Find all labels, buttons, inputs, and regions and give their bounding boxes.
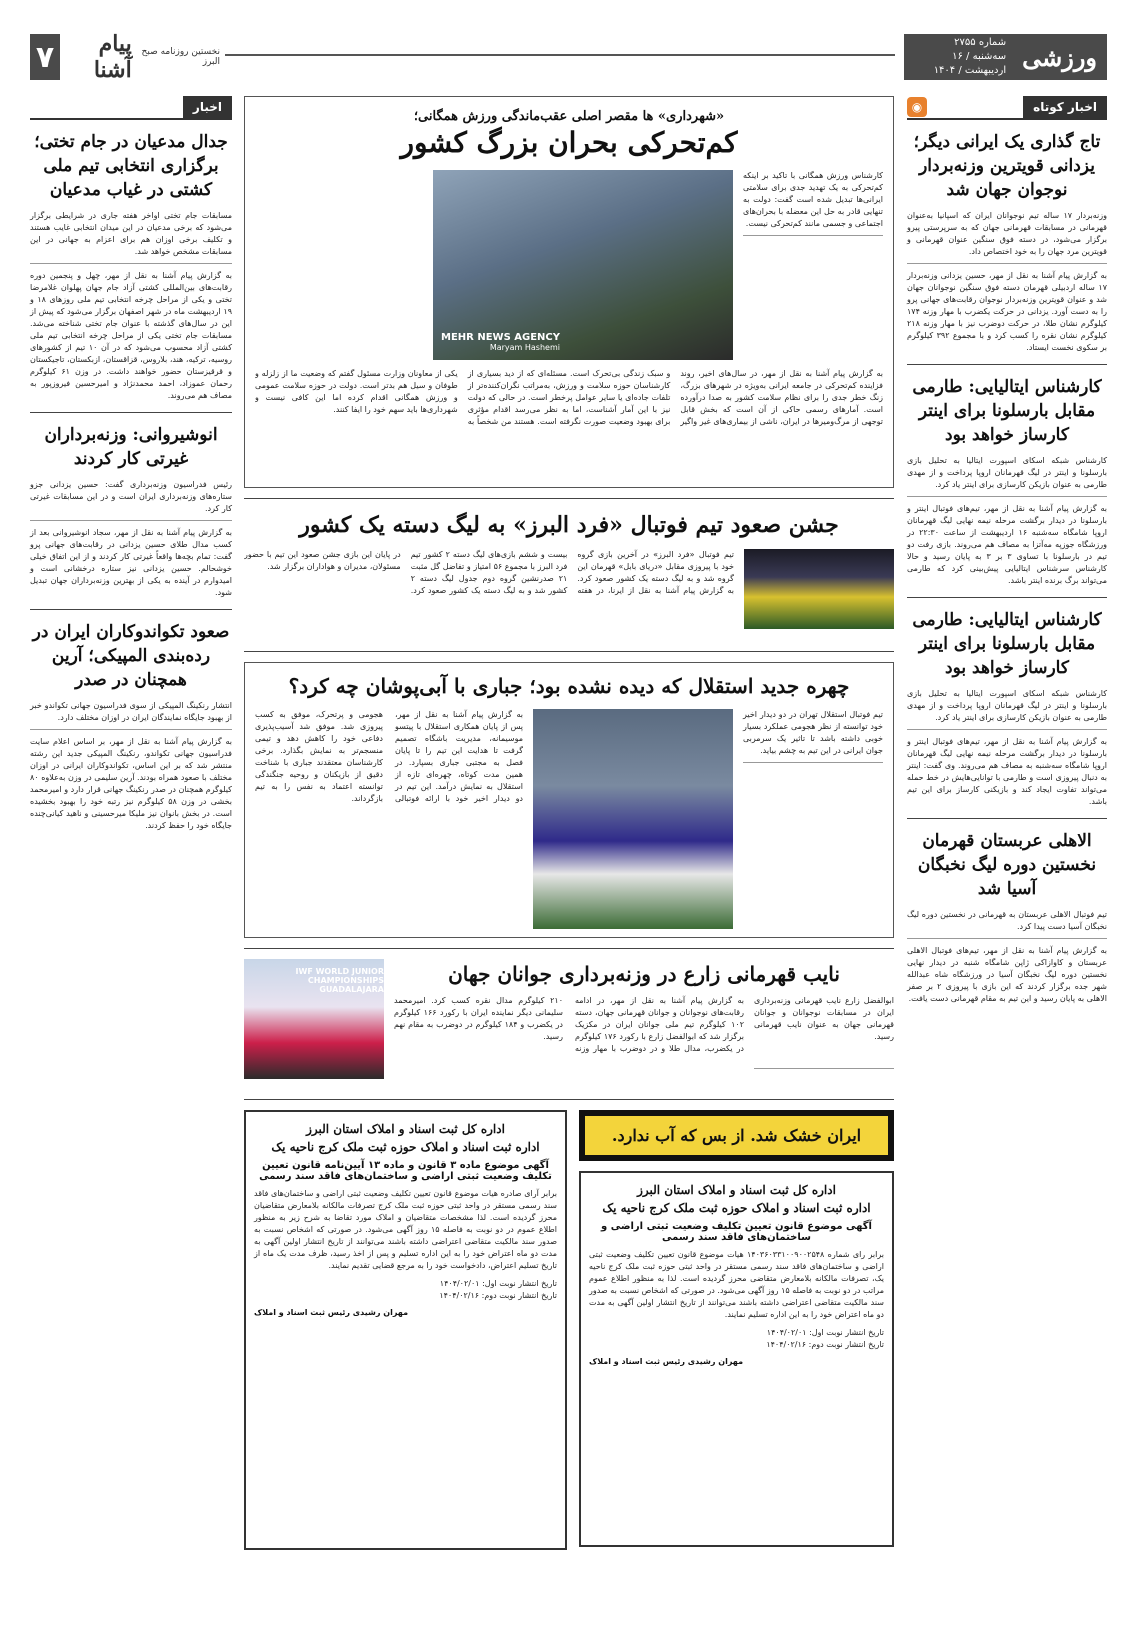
story-title: کارشناس ایتالیایی: طارمی مقابل بارسلونا برای اینتر کارساز خواهد بود [912,610,1102,678]
divider [244,1099,894,1100]
drought-ad [579,1110,894,1161]
photo-author: Maryam Hashemi [489,343,560,352]
story-taremi-2 [907,608,1107,808]
news-label: اخبار [183,96,232,118]
story-lead: وزنه‌بردار ۱۷ ساله تیم نوجوانان ایران که اسپانیا به‌عنوان قهرمانی در مسابقات قهرمانی جهان که به سرپرستی پیرو برگزار می‌شود، در دسته فوق سنگین عنوان قهرمانی و قویترین مرد جهان را به خود اختصاص داد. [907,210,1107,264]
top-story-lead: کارشناس ورزش همگانی با تاکید بر اینکه کم‌تحرکی به یک تهدید جدی برای سلامتی ایرانی‌ها تبدیل شده است گفت: دولت به تنهایی قادر به حل این معضله با بحران‌های اجتماعی و جسمی مانند کم‌تحرکی نیست. [743,170,883,236]
weightlifting-title: نایب قهرمانی زارع در وزنه‌برداری جوانان جهان [448,962,840,986]
story-body: به گزارش پیام آشنا به نقل از مهر، حسین یزدانی وزنه‌بردار ۱۷ ساله اردبیلی قهرمان دسته فوق سنگین نوجوانان جهان شد و عنوان قویترین وزنه‌بردار نوجوان رقابت‌های جهانی پرو را به دست آورد. یزدانی در حرکت یکضرب با مهار وزنه ۱۷۴ کیلوگرم نشان طلا، در حرکت دوضرب نیز با مهار وزنه ۲۱۸ کیلوگرم نشان نقره را کسب کرد و با مجموع ۳۹۲ کیلوگرم بر سکوی نخست ایستاد. [907,271,1107,352]
story-body: به گزارش پیام آشنا به نقل از مهر، چهل و پنجمین دوره رقابت‌های بین‌المللی کشتی آزاد جام جهان پهلوان غلامرضا تختی و یکی از مراحل چرخه انتخابی تیم ملی روزهای ۱۸ و ۱۹ اردیبهشت ماه در شهر اصفهان برگزار می‌شود که پیش از این در سال‌های گذشته با عنوان جام تختی شناخته می‌شد. مسابقات جام تختی یکی از مراحل چرخه انتخابی تیم ملی کشتی آزاد محسوب می‌شود که در آن ۱۰ تیم از کشورهای روسیه، ترکیه، هند، بلاروس، قزاقستان، ازبکستان، تاجیکستان و قرقیزستان حضور خواهند داشت. در وزن ۶۱ کیلوگرم رحمان عموزاد، احمد محمدنژاد و امیرحسین فیروزپور به مصاف هم می‌روند. [30,271,233,400]
weightlifting-text [394,959,894,1079]
story-takhti [30,130,232,402]
story-lead: کارشناس شبکه اسکای اسپورت ایتالیا به تحلیل بازی بارسلونا و اینتر در لیگ قهرمانان اروپا پرداخت و از مهدی طارمی به عنوان بازیکن کارسازی برای اینتر یاد کرد. [907,688,1107,730]
story-title: الاهلی عربستان قهرمان نخستین دوره لیگ نخبگان آسیا شد [917,831,1097,899]
news-column [30,96,232,1605]
drought-ad-text: ایران خشک شد. از بس که آب ندارد. [585,1116,888,1155]
notice-date-2: تاریخ انتشار نوبت دوم: ۱۴۰۴/۰۲/۱۶ [766,1340,884,1349]
notice-body: برابر آرای صادره هیات موضوع قانون تعیین تکلیف وضعیت ثبتی اراضی و ساختمان‌های فاقد سند رسمی مستقر در واحد ثبتی حوزه ثبت ملک کرج تصرفات مالکانه بلامعارض متقاضیان محرز گردیده است. لذا مشخصات متقاضیان و املاک مورد تقاضا به شرح زیر به منظور اطلاع عموم در دو نوبت به فاصله ۱۵ روز آگهی می‌شود. در صورتی که اشخاص نسبت به صدور سند مالکیت متقاضی اعتراضی داشته باشند می‌توانند از تاریخ انتشار اولین آگهی به مدت دو ماه اعتراض خود را به این اداره تسلیم و پس از اخذ رسید، ظرف مدت یک ماه از تاریخ تسلیم اعتراض، دادخواست خود را به مرجع قضایی تقدیم نمایند. [254,1189,557,1270]
top-story-lead-col [743,170,883,360]
newspaper-logo: پیام آشنا [93,31,132,83]
esteghlal-lead-col [743,709,883,929]
story-title: صعود تکواندوکاران ایران در رده‌بندی المپیکی؛ آرین همچنان در صدر [32,622,230,690]
notice-body: برابر رای شماره ۱۴۰۳۶۰۳۳۱۰۰۹۰۰۲۵۴۸ هیات موضوع قانون تعیین تکلیف وضعیت ثبتی اراضی و ساختمان‌های فاقد سند رسمی مستقر در واحد ثبتی حوزه ثبت ملک کرج ناحیه یک، تصرفات مالکانه بلامعارض متقاضی محرز گردیده است. لذا به منظور اطلاع عموم مراتب در دو نوبت به فاصله ۱۵ روز آگهی می‌شود. در صورتی که اشخاص نسبت به صدور سند مالکیت متقاضی اعتراضی داشته باشند می‌توانند از تاریخ انتشار اولین آگهی به مدت دو ماه اعتراض خود را به این اداره تسلیم نمایند. [589,1250,885,1319]
football-body: تیم فوتبال «فرد البرز» در آخرین بازی گروه خود با پیروزی مقابل «دریای بابل» قهرمان این گروه شد و به لیگ دسته یک کشور صعود کرد. به گزارش پیام آشنا به نقل از ایرنا، در هفته بیست و ششم بازی‌های لیگ دسته ۲ کشور تیم فرد البرز با مجموع ۵۶ امتیاز و تفاضل گل مثبت ۲۱ صدرنشین گروه دوم جدول لیگ دسته ۲ کشور شد و به لیگ دسته یک کشور صعود کرد. در پایان این بازی جشن صعود این تیم با حضور مسئولان، مدیران و هواداران برگزار شد. [244,550,734,595]
divider [30,609,232,610]
story-lead: تیم فوتبال الاهلی عربستان به قهرمانی در نخستین دوره لیگ نخبگان آسیا دست پیدا کرد. [907,909,1107,939]
story-title: کارشناس ایتالیایی: طارمی مقابل بارسلونا برای اینتر کارساز خواهد بود [912,377,1102,445]
divider [244,948,894,949]
football-title: جشن صعود تیم فوتبال «فرد البرز» به لیگ دسته یک کشور [299,512,839,538]
weightlifting-cols [394,995,894,1075]
issue-date: سه‌شنبه / ۱۶ اردیبهشت / ۱۴۰۴ [933,51,1007,76]
esteghlal-title: چهره جدید استقلال که دیده نشده بود؛ جباری با آبی‌پوشان چه کرد؟ [288,674,850,698]
notices-row [244,1110,894,1550]
divider [907,597,1107,598]
weightlifting-photo-banner: IWF WORLD JUNIOR CHAMPIONSHIPS GUADALAJARA [295,967,384,994]
esteghlal-photo [533,709,733,929]
notice-title: اداره کل ثبت اسناد و املاک استان البرز [637,1183,836,1197]
divider [907,364,1107,365]
story-title: جدال مدعیان در جام تختی؛ برگزاری انتخابی تیم ملی کشتی در غیاب مدعیان [34,132,228,200]
story-body: به گزارش پیام آشنا به نقل از مهر، بر اساس اعلام سایت فدراسیون جهانی تکواندو، رنکینگ المپیکی جدید این رشته منتشر شد که بر این اساس، تکواندوکاران ایرانی در اوزان مختلف با صعود همراه بودند. آرین سلیمی در وزن به‌علاوه ۸۰ کیلوگرم همچنان در صدر رنکینگ جهانی قرار دارد و امیرمحمد بخشی در وزن ۵۸ کیلوگرم نیز رتبه خود را بهبود بخشیده است. در بخش بانوان نیز ملیکا میرحسینی و ناهید کیانی‌چنده جایگاه خود را حفظ کردند. [30,737,232,830]
notice-signature: مهران رشیدی رئیس ثبت اسناد و املاک [254,1308,409,1317]
weightlifting-story [244,959,894,1089]
top-story-title: کم‌تحرکی بحران بزرگ کشور [400,126,738,159]
slogan: نخستین روزنامه صبح البرز [141,47,220,67]
notice-date-2: تاریخ انتشار نوبت دوم: ۱۴۰۴/۰۲/۱۶ [439,1291,557,1300]
masthead-rule [225,54,895,56]
top-story-side-col [255,170,423,360]
notices-left [579,1110,894,1550]
notice-heading: آگهی موضوع قانون تعیین تکلیف وضعیت ثبتی اراضی و ساختمان‌های فاقد سند رسمی [601,1221,872,1243]
notice-subtitle: اداره ثبت اسناد و املاک حوزه ثبت ملک کرج ناحیه یک [602,1201,871,1215]
football-photo [744,549,894,629]
story-body: به گزارش پیام آشنا به نقل از مهر، تیم‌های فوتبال اینتر و بارسلونا در دیدار برگشت مرحله نیمه نهایی لیگ قهرمانان اروپا شامگاه سه‌شنبه ۱۶ اردیبهشت از ساعت ۲۲:۳۰ در ورزشگاه جوزپه مه‌آتزا به مصاف هم می‌روند. بازی رفت دو تیم در بارسلونا با تساوی ۳ بر ۳ به پایان رسید و حالا کارشناس سرشناس ایتالیایی پیش‌بینی کرد که طارمی می‌تواند برگ برنده اینتر باشد. [907,504,1108,585]
football-content [244,549,894,629]
photo-agency: MEHR NEWS AGENCY [441,332,560,343]
esteghlal-content [255,709,883,929]
weightlifting-content [244,959,894,1079]
story-taekwondo [30,620,232,832]
short-news-label-bar [907,96,1107,120]
registry-notice-2 [579,1171,894,1547]
notice-date-1: تاریخ انتشار نوبت اول: ۱۴۰۴/۰۲/۰۱ [766,1328,884,1337]
esteghlal-body: به گزارش پیام آشنا به نقل از مهر، پس از پایان همکاری استقلال با پیتسو موسیمانه، مدیریت باشگاه تصمیم گرفت تا هدایت این تیم را تا پایان فصل به مجتبی جباری بسپارد. در همین مدت کوتاه، چهره‌ای تازه از استقلال به نمایش درآمد. این تیم در دو دیدار اخیر خود با ارائه فوتبالی هجومی و پرتحرک، موفق به کسب پیروزی شد. موفق شد آسیب‌پذیری دفاعی خود را کاهش دهد و تیمی منسجم‌تر به نمایش بگذارد. برخی کارشناسان معتقدند جباری با شناخت دقیق از بازیکنان و روحیه جنگندگی توانسته اعتماد به نفس را به تیم بازگرداند. [255,710,523,803]
issue-number: شماره ۲۷۵۵ [954,37,1007,48]
divider [30,412,232,413]
esteghlal-lead: تیم فوتبال استقلال تهران در دو دیدار اخیر خود توانسته از نظر هجومی عملکرد بسیار خوبی داشته باشد تا تاثیر یک سرمربی جوان ایرانی در این تیم به چشم بیاید. [743,709,883,763]
divider [907,818,1107,819]
divider [244,498,894,499]
story-taremi-1 [907,375,1107,587]
photo-credit [441,332,560,352]
issue-info [914,36,1006,78]
short-news-column [907,96,1107,1605]
story-body: به گزارش پیام آشنا به نقل از مهر، تیم‌های فوتبال اینتر و بارسلونا در دیدار برگشت مرحله نیمه نهایی لیگ قهرمانان اروپا شامگاه سه‌شنبه به مصاف هم می‌روند. وی گفت: اینتر به دنبال پیروزی است و طارمی با توانایی‌هایش در خط حمله می‌تواند تفاوت ایجاد کند و بازیکنی کارساز برای این تیم باشد. [907,737,1107,806]
story-lead: رئیس فدراسیون وزنه‌برداری گفت: حسین یزدانی جزو ستاره‌های وزنه‌برداری ایران است و در این مسابقات غیرتی کار کرد. [30,479,232,521]
story-lead: کارشناس شبکه اسکای اسپورت ایتالیا به تحلیل بازی بارسلونا و اینتر در لیگ قهرمانان اروپا پرداخت و از مهدی طارمی به عنوان بازیکن کارسازی برای اینتر یاد کرد. [907,455,1107,497]
page-header [30,31,1107,83]
main-column [244,96,894,1605]
football-story [244,509,894,641]
section-name: ورزشی [1022,42,1097,72]
short-news-label: اخبار کوتاه [1023,96,1107,118]
story-title: تاج گذاری یک ایرانی دیگر؛ یزدانی قویترین وزنه‌بردار نوجوان جهان شد [913,132,1101,200]
notice-subtitle: اداره ثبت اسناد و املاک حوزه ثبت ملک کرج ناحیه یک [271,1140,540,1154]
notice-heading: آگهی موضوع ماده ۳ قانون و ماده ۱۳ آیین‌نامه قانون تعیین تکلیف وضعیت ثبتی اراضی و ساختمان‌های فاقد سند رسمی [259,1160,552,1182]
top-story-photo [433,170,733,360]
top-story-body: به گزارش پیام آشنا به نقل از مهر، در سال‌های اخیر، روند فزاینده کم‌تحرکی در جامعه ایرانی به‌ویژه در شهرهای بزرگ، زنگ خطر جدی را برای نظام سلامت کشور به صدا درآورده است. آمارهای رسمی حاکی از آن است که بخش قابل توجهی از مرگ‌ومیرها در ایران، ناشی از بیماری‌های غیر واگیر و سبک زندگی بی‌تحرک است. مسئله‌ای که از دید بسیاری از کارشناسان حوزه سلامت و ورزش، به‌مراتب نگران‌کننده‌تر از تلفات جاده‌ای یا سایر عوامل پرخطر است. در حالی که دولت نیز با این آمار آشناست، اما به نظر می‌رسد اقدام مؤثری برای بهبود وضعیت صورت نگرفته است. هستند من شخصاً به یکی از معاونان وزارت مسئول گفتم که وضعیت ما از زلزله و طوفان و سیل هم بدتر است. دولت در حوزه سلامت عمومی و ورزش همگانی اقدام کرده اما این کافی نیست و شهرداری‌ها باید سهم خود را ایفا کنند. [255,369,883,426]
story-lead: مسابقات جام تختی اواخر هفته جاری در شرایطی برگزار می‌شود که برخی مدعیان در این میدان انتخابی غایب هستند و تکلیف برخی اوزان هم برای اعزام به جهانی در این مسابقات مشخص خواهد شد. [30,210,232,264]
weightlifting-lead: ابوالفضل زارع نایب قهرمانی وزنه‌برداری ایران در مسابقات نوجوانان و جوانان قهرمانی جهان به عنوان نایب قهرمانی رسید. [754,995,894,1069]
notice-date-1: تاریخ انتشار نوبت اول: ۱۴۰۴/۰۲/۰۱ [439,1279,557,1288]
story-lead: انتشار رنکینگ المپیکی از سوی فدراسیون جهانی تکواندو خبر از بهبود جایگاه نمایندگان ایران در اوزان مختلف دارد. [30,700,232,730]
rss-icon[interactable]: ◉ [907,97,927,117]
story-body: به گزارش پیام آشنا به نقل از مهر، سجاد انوشیروانی بعد از کسب مدال طلای حسین یزدانی در رقابت‌های جهانی پرو گفت: تمام بچه‌ها واقعاً غیرتی کار کردند و از این اتفاق خیلی خوشحالم. حسین یزدانی نیز ستاره درخشانی است و امیدوارم در آینده به یکی از بهترین وزنه‌برداران جهان تبدیل شود. [30,528,232,597]
divider [244,651,894,652]
section-banner [904,34,1107,80]
registry-notice-1 [244,1110,567,1550]
masthead-logo-block [30,31,220,83]
esteghlal-story [244,662,894,938]
weightlifting-body: به گزارش پیام آشنا به نقل از مهر، در ادامه رقابت‌های نوجوانان و جوانان قهرمانی جهان، دسته ۱۰۲ کیلوگرم تیم ملی جوانان ایران در مکزیک برگزار شد که ابوالفضل زارع با رکورد ۱۷۶ کیلوگرم در یکضرب، مدال طلا و در دوضرب با مهار وزنه ۲۱۰ کیلوگرم مدال نقره کسب کرد. امیرمحمد سلیمانی دیگر نماینده ایران با رکورد ۱۶۶ کیلوگرم در یکضرب و ۱۸۴ کیلوگرم در دوضرب به مقام نهم رسید. [394,996,744,1053]
news-label-bar [30,96,232,120]
notice-signature: مهران رشیدی رئیس ثبت اسناد و املاک [589,1357,744,1366]
notice-title: اداره کل ثبت اسناد و املاک استان البرز [306,1122,505,1136]
story-body: به گزارش پیام آشنا به نقل از مهر، تیم‌های فوتبال الاهلی عربستان و کاوازاکی ژاپن شامگاه شنبه در دیدار نهایی نخستین دوره لیگ نخبگان آسیا در ورزشگاه شاه عبدالله شهر جده برگزار کردند که این بازی با پیروزی ۲ بر صفر الاهلی به پایان رسید و این تیم به مقام قهرمانی دست یافت. [907,946,1108,1003]
story-title: انوشیروانی: وزنه‌برداران غیرتی کار کردند [44,425,218,469]
story-alahli [907,829,1107,1005]
story-yazdani [907,130,1107,354]
top-story [244,96,894,488]
weightlifting-photo [244,959,384,1079]
top-story-content [255,170,883,360]
top-story-kicker: «شهرداری» ها مقصر اصلی عقب‌ماندگی ورزش همگانی؛ [413,109,725,124]
page-number: ۷ [30,34,60,80]
story-anoushiravani [30,423,232,599]
